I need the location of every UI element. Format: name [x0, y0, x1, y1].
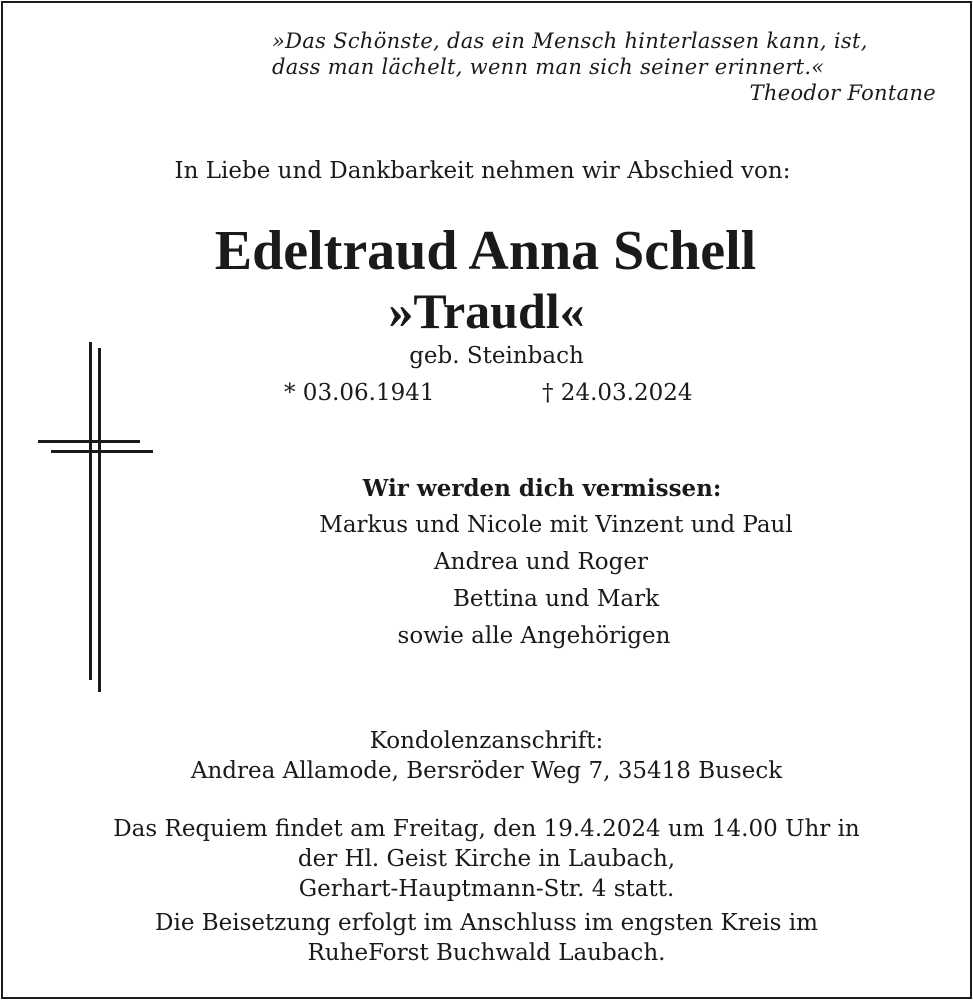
mourners-heading: Wir werden dich vermissen:	[362, 475, 722, 502]
burial-line: Die Beisetzung erfolgt im Anschluss im engsten Kreis im	[155, 910, 818, 936]
maiden-name: geb. Steinbach	[409, 343, 584, 369]
mourner-entry: sowie alle Angehörigen	[397, 623, 671, 649]
deceased-nickname: »Traudl«	[388, 283, 585, 339]
deceased-name: Edeltraud Anna Schell	[214, 220, 757, 282]
mourner-entry: Markus und Nicole mit Vinzent und Paul	[319, 512, 793, 538]
requiem-line: der Hl. Geist Kirche in Laubach,	[297, 846, 676, 872]
mourner-entry: Bettina und Mark	[452, 586, 660, 612]
mourner-entry: Andrea und Roger	[434, 549, 648, 575]
burial-block	[0, 908, 973, 968]
requiem-line: Das Requiem findet am Freitag, den 19.4.2024 um 14.00 Uhr in	[113, 816, 860, 842]
condolence-label: Kondolenzanschrift:	[369, 728, 604, 754]
quote-line: dass man lächelt, wenn man sich seiner erinnert.«	[272, 55, 825, 79]
burial-line: RuheForst Buchwald Laubach.	[307, 940, 666, 966]
condolence-block	[0, 726, 973, 786]
requiem-block	[0, 814, 973, 904]
quote-block	[272, 28, 940, 106]
quote-author: Theodor Fontane	[749, 81, 936, 105]
death-date: † 24.03.2024	[542, 380, 693, 406]
quote-line: »Das Schönste, das ein Mensch hinterlassen kann, ist,	[272, 29, 868, 53]
cross-icon	[36, 342, 156, 692]
requiem-line: Gerhart-Hauptmann-Str. 4 statt.	[298, 876, 675, 902]
birth-date: * 03.06.1941	[284, 380, 435, 406]
intro-text: In Liebe und Dankbarkeit nehmen wir Abschied von:	[174, 158, 791, 184]
condolence-address: Andrea Allamode, Bersröder Weg 7, 35418 Buseck	[190, 758, 783, 784]
mourners-block	[260, 470, 852, 655]
